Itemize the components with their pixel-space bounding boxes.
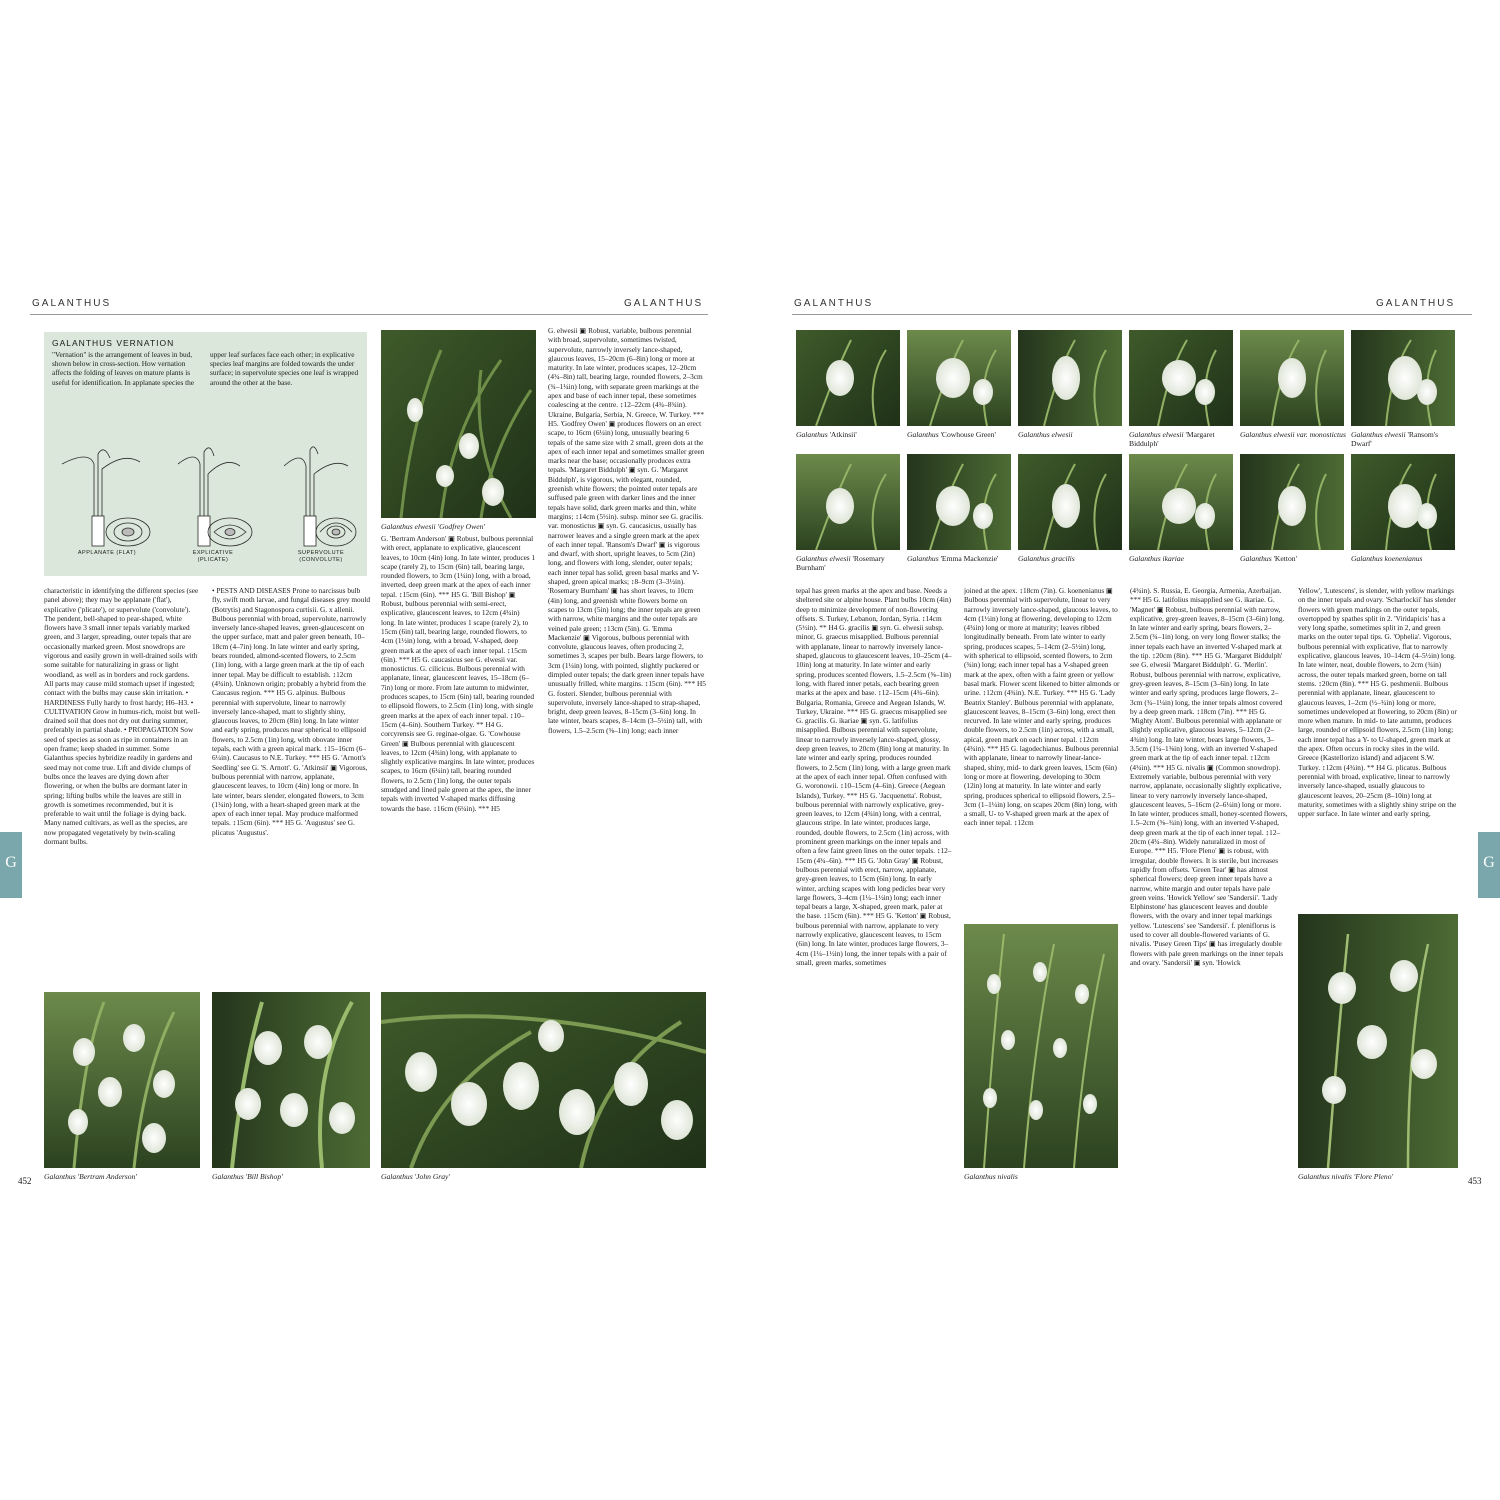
grid-photo: [907, 454, 1011, 550]
grid-caption: [1240, 554, 1348, 563]
thumb-tab-left: [0, 832, 22, 898]
grid-photo: [1240, 454, 1344, 550]
grid-photo: [796, 454, 900, 550]
caption-genus: Galanthus: [796, 430, 828, 439]
grid-photo: [1129, 454, 1233, 550]
grid-photo: [1351, 330, 1455, 426]
caption-cultivar: 'Cowhouse Green': [940, 430, 996, 439]
grid-caption: [907, 430, 1015, 439]
grid-caption: [796, 430, 904, 439]
caption-cultivar: 'Margaret Biddulph': [1129, 430, 1215, 449]
grid-caption: [1351, 554, 1459, 563]
running-head-left: GALANTHUS: [794, 298, 874, 309]
caption-genus: Galanthus: [1240, 554, 1272, 563]
caption-genus: Galanthus elwesii var.: [1240, 430, 1308, 439]
caption-cultivar: monostictus: [1309, 430, 1346, 439]
tab-letter-right: G: [1483, 854, 1495, 871]
caption-flore-pleno: Galanthus nivalis 'Flore Pleno': [1298, 1172, 1394, 1181]
grid-caption: [1129, 430, 1237, 449]
grid-caption: [1018, 554, 1126, 563]
text-col-4: Yellow', 'Lutescens', is slender, with yellow markings on the inner tepals and ovary. 'Scharlockii' has slender flowers with green markings on the outer tepals, overtopped by spathes split in 2. 'Viridapicis' has a very long spathe, sometimes split in 2, and green marks on the outer tepal tips. G. 'Ophelia'. Vigorous, bulbous perennial with explicative, flat to narrowly explicative, glaucous leaves, 10–14cm (4–5½in) long. In late winter, neat, double flowers, to 2cm (¾in) across, the outer tepals marked green, borne on tall stems. ↕20cm (8in). *** H5 G. peshmenii. Bulbous perennial with applanate, linear, glaucescent to glaucous leaves, 1–2cm (½–¾in) long or more, sometimes undeveloped at flowering, to 20cm (8in) or more when mature. In mid- to late autumn, produces large, rounded or ellipsoid flowers, 2.5cm (1in) long; each inner tepal has a Y- to U-shaped, green mark at the apex. Often occurs in rocky sites in the wild. Greece (Kastellorizo island) and adjacent S.W. Turkey. ↕12cm (4¾in). ** H4 G. plicatus. Bulbous perennial with broad, explicative, linear to narrowly inversely lance-shaped, usually glaucous to glaucescent leaves, 20–25cm (8–10in) long at maturity, sometimes with a slightly shiny stripe on the upper surface. In late winter and early spring,: [1298, 586, 1457, 819]
photo-bertram-anderson: [44, 992, 200, 1168]
caption-nivalis: Galanthus nivalis: [964, 1172, 1018, 1181]
photo-godfrey-owen: [381, 330, 536, 518]
grid-caption: [1129, 554, 1237, 563]
right-page: [760, 290, 1500, 1205]
grid-photo: [907, 330, 1011, 426]
caption-cultivar: 'Rosemary Burnham': [796, 554, 885, 573]
caption-genus: Galanthus gracilis: [1018, 554, 1075, 563]
text-col-1: characteristic in identifying the different species (see panel above); they may be applanate ('flat'), explicative ('plicate'), or supervolute ('convolute'). The pendent, bell-shaped to pear-shaped, white flowers have 3 small inner tepals variably marked green, and 3 larger, spreading, outer tepals that are occasionally marked green. Most snowdrops are vigorous and easily grown in well-drained soils with some suitable for naturalizing in grass or light woodland, as well as in borders and rock gardens. All parts may cause mild stomach upset if ingested; contact with the bulbs may cause skin irritation. • HARDINESS Fully hardy to frost hardy; H6–H3. • CULTIVATION Grow in humus-rich, moist but well-drained soil that does not dry out during summer, preferably in partial shade. • PROPAGATION Sow seed of species as soon as ripe in containers in an open frame; keep shaded in summer. Some Galanthus species hybridize readily in gardens and seed may not come true. Lift and divide clumps of bulbs once the leaves are dying down after flowering, or when the bulbs are dormant later in spring; lifting bulbs while the leaves are still in growth is sometimes recommended, but it is preferable to wait until the foliage is dying back. Many named cultivars, as well as the species, are now propagated vegetatively by twin-scaling dormant bulbs.: [44, 586, 200, 847]
left-page: [0, 290, 740, 1205]
caption-cultivar: 'Ketton': [1273, 554, 1297, 563]
text-col-1: tepal has green marks at the apex and base. Needs a sheltered site or alpine house. Plant bulbs 10cm (4in) deep to minimize development of non-flowering offsets. S. Turkey, Lebanon, Jordan, Syria. ↕14cm (5½in). ** H4 G. gracilis ▣ syn. G. elwesii subsp. minor, G. graecus misapplied. Bulbous perennial with applanate, linear to narrowly inversely lance-shaped, glaucous to glaucescent leaves, 10–25cm (4–10in) long at maturity. In late winter and early spring, produces scented flowers, 1.5–2.5cm (⅝–1in) long, with flared inner petals, each bearing green marks at the apex and base. ↕12–15cm (4¾–6in). Bulgaria, Romania, Greece and Aegean Islands, W. Turkey, Ukraine. *** H5 G. graecus misapplied see G. gracilis. G. ikariae ▣ syn. G. latifolius misapplied. Bulbous perennial with supervolute, linear to narrowly inversely lance-shaped, glossy, deep green leaves, to 20cm (8in) long at maturity. In late winter and early spring, produces rounded flowers, to 2.5cm (1in) long, with a large green mark at the apex of each inner tepal. Often confused with G. woronowii. ↕10–15cm (4–6in). Greece (Aegean Islands), Turkey. *** H5 G. 'Jacquenetta'. Robust, bulbous perennial with narrowly explicative, grey-green leaves, to 12cm (4¾in) long, with a central, glaucous stripe. In late winter, produces large, rounded, double flowers, to 2.5cm (1in) across, with prominent green markings on the inner tepals and often a few faint green lines on the outer tepals. ↕12–15cm (4¾–6in). *** H5 G. 'John Gray' ▣ Robust, bulbous perennial with erect, narrow, applanate, grey-green leaves, to 15cm (6in) long. In early winter, arching scapes with long pedicles bear very large flowers, 3–4cm (1¼–1½in) long; each inner tepal bears a large, X-shaped, green mark, paler at the base. ↕15cm (6in). *** H5 G. 'Ketton' ▣ Robust, bulbous perennial with narrow, applanate to very narrowly explicative, glaucescent leaves, to 15cm (6in) long. In late winter, produces large flowers, 3–4cm (1¼–1½in) long, the inner tepals with a pair of small, green marks, sometimes: [796, 586, 952, 967]
header-rule: [30, 314, 708, 315]
caption-godfrey-owen: Galanthus elwesii 'Godfrey Owen': [381, 522, 485, 531]
caption-bertram-anderson: Galanthus 'Bertram Anderson': [44, 1172, 137, 1181]
grid-caption: [1351, 430, 1459, 449]
grid-photo: [1018, 454, 1122, 550]
grid-photo: [1018, 330, 1122, 426]
text-col-3: (4¾in). S. Russia, E. Georgia, Armenia, Azerbaijan. *** H5 G. latifolius misapplied see G. ikariae. G. 'Magnet' ▣ Robust, bulbous perennial with narrow, explicative, grey-green leaves, 8–15cm (3–6in) long. In late winter and early spring, bears flowers, 2–2.5cm (¾–1in) long, on very long flower stalks; the inner tepals each have an inverted V-shaped mark at the tip. ↕20cm (8in). *** H5 G. 'Margaret Biddulph' see G. elwesii 'Margaret Biddulph'. G. 'Merlin'. Robust, bulbous perennial with narrow, explicative, grey-green leaves, 8–15cm (3–6in) long. In late winter and early spring, produces large flowers, 2–3cm (¾–1¼in) long, the inner tepals almost covered by a deep green mark. ↕18cm (7in). *** H5 G. 'Mighty Atom'. Bulbous perennial with applanate or slightly explicative, glaucous leaves, 5–12cm (2–4¾in) long. In late winter, bears large flowers, 3–3.5cm (1¼–1⅜in) long, with an inverted V-shaped green mark at the tip of each inner tepal. ↕12cm (4¾in). *** H5 G. nivalis ▣ (Common snowdrop). Extremely variable, bulbous perennial with very narrow, applanate, occasionally slightly explicative, linear to very narrowly inversely lance-shaped, glaucescent leaves, 5–16cm (2–6¼in) long or more. In late winter, produces small, honey-scented flowers, 1.5–2cm (⅝–¾in) long, with an inverted V-shaped, deep green mark at the tip of each inner tepal. ↕12–20cm (4¾–8in). Widely naturalized in most of Europe. *** H5. 'Flore Pleno' ▣ is robust, with irregular, double flowers. It is sterile, but increases rapidly from offsets. 'Green Tear' ▣ has almost spherical flowers; deep green inner tepals have a narrow, white margin and outer tepals have pale green veins. 'Howick Yellow' see 'Sandersii'. 'Lady Elphinstone' has glaucescent leaves and double flowers, with the ovary and inner tepal markings yellow. 'Lutescens' see 'Sandersii'. f. pleniflorus is used to cover all double-flowered variants of G. nivalis. 'Pusey Green Tips' ▣ has irregularly double flowers with pale green markings on the inner tepals and ovary. 'Sandersii' ▣ syn. 'Howick: [1130, 586, 1288, 967]
running-head-left: GALANTHUS: [32, 298, 112, 309]
caption-cultivar: 'Atkinsii': [829, 430, 857, 439]
grid-photo: [796, 330, 900, 426]
caption-genus: Galanthus ikariae: [1129, 554, 1185, 563]
running-head-right: GALANTHUS: [624, 298, 704, 309]
page-number-right: 453: [1468, 1176, 1482, 1186]
text-col-4: G. elwesii ▣ Robust, variable, bulbous perennial with broad, supervolute, sometimes twisted, supervolute, narrowly inversely lance-shaped, glaucous leaves, 15–20cm (6–8in) long or more at maturity. In late winter, produces scapes, 12–20cm (4¾–8in) tall, bearing large, rounded flowers, 2–3cm (¾–1¼in) long, with separate green markings at the apex and base of each inner tepal, these sometimes coalescing at the centre. ↕12–22cm (4¾–8¾in). Ukraine, Bulgaria, Serbia, N. Greece, W. Turkey. *** H5. 'Godfrey Owen' ▣ produces flowers on an erect scape, to 16cm (6¼in) long, unusually bearing 6 tepals of the same size with 2 small, green dots at the apex of each inner tepal and sometimes smaller green marks near the base; occasionally produces extra tepals. 'Margaret Biddulph' ▣ syn. G. 'Margaret Biddulph', is vigorous, with elegant, rounded, greenish white flowers; the pointed outer tepals are suffused pale green with darker lines and the inner tepals have solid, dark green marks and thin, white margins; ↕14cm (5½in). subsp. minor see G. gracilis. var. monostictus ▣ syn. G. caucasicus, usually has narrower leaves and a single green mark at the apex of each inner tepal. 'Ransom's Dwarf' ▣ is vigorous and dwarf, with short, upright leaves, to 5cm (2in) long, and flowers with long, slender, outer tepals; each inner tepal has solid, green basal marks and V-shaped, green apical marks; ↕8–9cm (3–3½in). 'Rosemary Burnham' ▣ has short leaves, to 10cm (4in) long, and greenish white flowers borne on scapes to 13cm (5in) long; the inner tepals are green with narrow, white margins and the outer tepals are veined pale green; ↕13cm (5in). G. 'Emma Mackenzie' ▣ Vigorous, bulbous perennial with convolute, glaucous leaves, often producing 2, sometimes 3, scapes per bulb. Bears large flowers, to 3cm (1¼in) long, with pointed, slightly puckered or dimpled outer tepals; the dark green inner tepals have unusually frilled, white margins. ↕15cm (6in). *** H5 G. fosteri. Slender, bulbous perennial with supervolute, inversely lance-shaped to strap-shaped, bright, deep green leaves, 8–15cm (3–6in) long. In late winter, bears scapes, 8–14cm (3–5½in) tall, with flowers, 1.5–2.5cm (⅝–1in) long; each inner: [548, 326, 706, 735]
caption-genus: Galanthus elwesii: [796, 554, 851, 563]
grid-caption: [1240, 430, 1348, 439]
grid-photo: [1129, 330, 1233, 426]
caption-cultivar: 'Ransom's Dwarf': [1351, 430, 1439, 449]
caption-genus: Galanthus elwesii: [1018, 430, 1073, 439]
grid-caption: [796, 554, 904, 573]
grid-caption: [907, 554, 1015, 563]
photo-flore-pleno: [1298, 914, 1458, 1168]
header-rule: [792, 314, 1472, 315]
page-number-left: 452: [18, 1176, 32, 1186]
photo-john-gray: [381, 992, 706, 1168]
caption-cultivar: 'Emma Mackenzie': [940, 554, 999, 563]
label-explicative: EXPLICATIVE (PLICATE): [192, 550, 234, 563]
tab-letter-left: G: [5, 854, 17, 871]
text-col-2: joined at the apex. ↕18cm (7in). G. koenenianus ▣ Bulbous perennial with supervolute, linear to very narrowly inversely lance-shaped, glaucous leaves, to 4cm (1½in) long at flowering, developing to 12cm (4¾in) long or more at maturity; leaves ribbed longitudinally beneath. From late winter to early spring, produces scapes, 5–14cm (2–5½in) long, with spherical to ellipsoid, scented flowers, to 2cm (¾in) long; each inner tepal has a V-shaped green mark at the apex, often with a faint green or yellow basal mark. Flower scent likened to bitter almonds or urine. ↕12cm (4¾in). N.E. Turkey. *** H5 G. 'Lady Beatrix Stanley'. Bulbous perennial with applanate, glaucescent leaves, 8–15cm (3–6in) long, erect then recurved. In late winter and early spring, produces double flowers, to 2.5cm (1in) across, with a small, apical, green mark on each inner tepal. ↕12cm (4¾in). *** H5 G. lagodechianus. Bulbous perennial with applanate, linear to narrowly linear-lance-shaped, shiny, mid- to dark green leaves, 15cm (6in) long or more at flowering, developing to 30cm (12in) long at maturity. In late winter and early spring, produces spherical to ellipsoid flowers, 2.5–3cm (1–1¼in) long, on scapes 20cm (8in) long, with a small, U- to V-shaped green mark at the apex of each inner tepal. ↕12cm: [964, 586, 1120, 828]
running-head-right: GALANTHUS: [1376, 298, 1456, 309]
caption-genus: Galanthus elwesii: [1129, 430, 1184, 439]
grid-photo: [1240, 330, 1344, 426]
photo-bill-bishop: [212, 992, 370, 1168]
photo-nivalis: [964, 924, 1118, 1168]
panel-text-1: "Vernation" is the arrangement of leaves in bud, shown below in cross-section. How vernation affects the folding of leaves on mature plants is useful for identification. In applanate species the: [52, 350, 195, 387]
grid-caption: [1018, 430, 1126, 439]
thumb-tab-right: [1478, 832, 1500, 898]
caption-genus: Galanthus koenenianus: [1351, 554, 1423, 563]
label-supervolute: SUPERVOLUTE (CONVOLUTE): [297, 550, 345, 563]
caption-genus: Galanthus: [907, 554, 939, 563]
caption-genus: Galanthus: [907, 430, 939, 439]
label-applanate: APPLANATE (FLAT): [77, 550, 137, 556]
panel-text-2: upper leaf surfaces face each other; in explicative species leaf margins are folded towards the under surface; in supervolute species one leaf is wrapped around the other at the base.: [210, 350, 359, 387]
text-col-2: • PESTS AND DISEASES Prone to narcissus bulb fly, swift moth larvae, and fungal diseases grey mould (Botrytis) and Stagonospora curtisii. G. x allenii. Bulbous perennial with broad, supervolute, narrowly inversely lance-shaped leaves, green-glaucescent on the upper surface, matt and paler green beneath, 10–18cm (4–7in) long. In late winter and early spring, bears rounded, almond-scented flowers, to 2.5cm (1in) long, with a large green mark at the tip of each inner tepal. May be difficult to establish. ↕12cm (4¾in). Unknown origin; probably a hybrid from the Caucasus region. *** H5 G. alpinus. Bulbous perennial with supervolute, linear to narrowly inversely lance-shaped, matt to slightly shiny, glaucous leaves, to 20cm (8in) long. In late winter and early spring, produces near spherical to ellipsoid flowers, to 2.5cm (1in) long, with obovate inner tepals, each with a green apical mark. ↕15–16cm (6–6¼in). Caucasus to N.E. Turkey. *** H5 G. 'Arnott's Seedling' see G. 'S. Arnott'. G. 'Atkinsii' ▣ Vigorous, bulbous perennial with narrow, applanate, glaucescent leaves, to 10cm (4in) long or more. In late winter, bears slender, elongated flowers, to 3cm (1¼in) long, with a heart-shaped green mark at the apex of each inner tepal. May produce malformed tepals. ↕15cm (6in). *** H5 G. 'Augustus' see G. plicatus 'Augustus'.: [212, 586, 370, 837]
grid-photo: [1351, 454, 1455, 550]
vernation-panel: [44, 332, 367, 576]
panel-title: GALANTHUS VERNATION: [52, 338, 175, 348]
caption-bill-bishop: Galanthus 'Bill Bishop': [212, 1172, 283, 1181]
caption-genus: Galanthus elwesii: [1351, 430, 1406, 439]
text-col-3: G. 'Bertram Anderson' ▣ Robust, bulbous perennial with erect, applanate to explicative, glaucescent leaves, to 10cm (4in) long. In late winter, produces 1 scape (rarely 2), to 15cm (6in) tall, bearing large, rounded flowers, to 3cm (1¼in) long, with a broad, inverted, deep green mark at the apex of each inner tepal. ↕15cm (6in). *** H5 G. 'Bill Bishop' ▣ Robust, bulbous perennial with semi-erect, explicative, glaucescent leaves, to 12cm (4¾in) long. In late winter, produces 1 scape (rarely 2), to 15cm (6in) tall, bearing large, rounded flowers, to 4cm (1½in) long, with a broad, V-shaped, deep green mark at the apex of each inner tepal. ↕15cm (6in). *** H5 G. caucasicus see G. elwesii var. monostictus. G. cilicicus. Bulbous perennial with applanate, linear, glaucescent leaves, 15–18cm (6–7in) long or more. From late autumn to midwinter, produces scapes, to 15cm (6in) tall, bearing rounded to ellipsoid flowers, to 2.5cm (1in) long, with single green marks at the apex of each inner tepal. ↕10–15cm (4–6in). Southern Turkey. ** H4 G. corcyrensis see G. reginae-olgae. G. 'Cowhouse Green' ▣ Bulbous perennial with glaucescent leaves, to 12cm (4¾in) long, with applanate to slightly explicative margins. In late winter, produces scapes, to 16cm (6¼in) tall, bearing rounded flowers, to 2.5cm (1in) long, the outer tepals smudged and lined pale green at the apex, the inner tepals with inverted V-shaped marks diffusing towards the base. ↕16cm (6¼in). *** H5: [381, 534, 536, 813]
caption-john-gray: Galanthus 'John Gray': [381, 1172, 451, 1181]
